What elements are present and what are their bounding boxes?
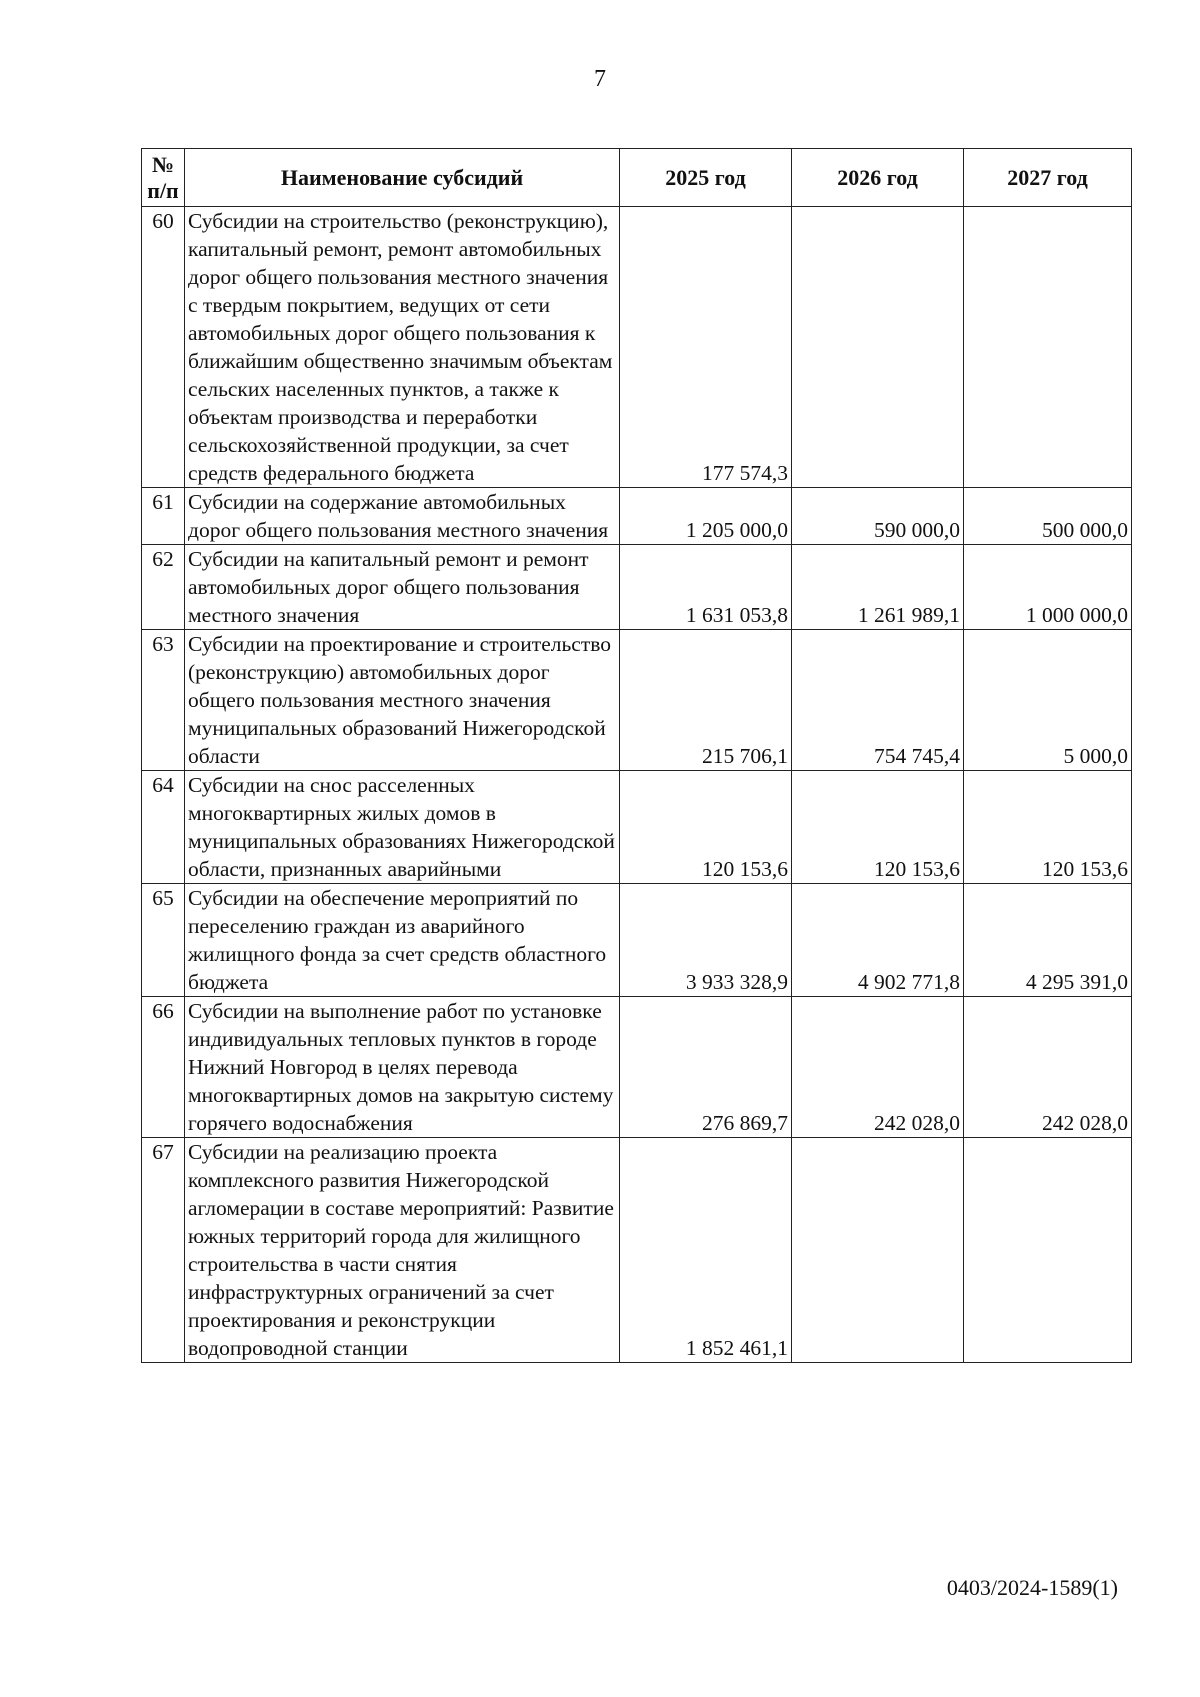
- value-2025: 3 933 328,9: [620, 884, 792, 997]
- table-row: [142, 488, 1132, 545]
- header-name: Наименование субсидий: [185, 149, 620, 207]
- table-row: [142, 1138, 1132, 1363]
- value-2025: 177 574,3: [620, 207, 792, 488]
- value-2025: 276 869,7: [620, 997, 792, 1138]
- value-2027: 4 295 391,0: [964, 884, 1132, 997]
- table-row: [142, 771, 1132, 884]
- header-2026: 2026 год: [792, 149, 964, 207]
- value-2026: 590 000,0: [792, 488, 964, 545]
- value-2027: 1 000 000,0: [964, 545, 1132, 630]
- subsidy-name: Субсидии на содержание автомобильных дорог общего пользования местного значения: [185, 488, 620, 545]
- table-header-row: [142, 149, 1132, 207]
- subsidy-name: Субсидии на проектирование и строительство (реконструкцию) автомобильных дорог общего пользования местного значения муниципальных образований Нижегородской области: [185, 630, 620, 771]
- subsidy-name: Субсидии на строительство (реконструкцию), капитальный ремонт, ремонт автомобильных дорог общего пользования местного значения с твердым покрытием, ведущих от сети автомобильных дорог общего пользования к ближайшим общественно значимым объектам сельских населенных пунктов, а также к объектам производства и переработки сельскохозяйственной продукции, за счет средств федерального бюджета: [185, 207, 620, 488]
- value-2026: 4 902 771,8: [792, 884, 964, 997]
- subsidy-name: Субсидии на реализацию проекта комплексного развития Нижегородской агломерации в составе мероприятий: Развитие южных территорий города для жилищного строительства в части снятия инфраструктурных ограничений за счет проектирования и реконструкции водопроводной станции: [185, 1138, 620, 1363]
- page-number: 7: [594, 66, 606, 92]
- value-2027: 5 000,0: [964, 630, 1132, 771]
- subsidies-table: [141, 148, 1132, 1363]
- row-number: 63: [142, 630, 185, 771]
- value-2026: [792, 1138, 964, 1363]
- table-row: [142, 545, 1132, 630]
- value-2025: 120 153,6: [620, 771, 792, 884]
- row-number: 62: [142, 545, 185, 630]
- table-row: [142, 997, 1132, 1138]
- value-2026: [792, 207, 964, 488]
- subsidy-name: Субсидии на обеспечение мероприятий по переселению граждан из аварийного жилищного фонда за счет средств областного бюджета: [185, 884, 620, 997]
- value-2025: 215 706,1: [620, 630, 792, 771]
- row-number: 64: [142, 771, 185, 884]
- row-number: 67: [142, 1138, 185, 1363]
- header-2027: 2027 год: [964, 149, 1132, 207]
- header-number: [142, 149, 185, 207]
- table-row: [142, 884, 1132, 997]
- value-2025: 1 205 000,0: [620, 488, 792, 545]
- value-2026: 754 745,4: [792, 630, 964, 771]
- value-2026: 242 028,0: [792, 997, 964, 1138]
- row-number: 65: [142, 884, 185, 997]
- value-2027: 500 000,0: [964, 488, 1132, 545]
- row-number: 60: [142, 207, 185, 488]
- header-2025: 2025 год: [620, 149, 792, 207]
- table-row: [142, 630, 1132, 771]
- row-number: 66: [142, 997, 185, 1138]
- value-2027: [964, 207, 1132, 488]
- subsidy-name: Субсидии на выполнение работ по установке индивидуальных тепловых пунктов в городе Нижний Новгород в целях перевода многоквартирных домов на закрытую систему горячего водоснабжения: [185, 997, 620, 1138]
- header-number-line1: №: [151, 151, 175, 177]
- value-2026: 1 261 989,1: [792, 545, 964, 630]
- value-2026: 120 153,6: [792, 771, 964, 884]
- table-row: [142, 207, 1132, 488]
- value-2027: [964, 1138, 1132, 1363]
- document-code: 0403/2024-1589(1): [946, 1575, 1118, 1600]
- value-2027: 242 028,0: [964, 997, 1132, 1138]
- value-2025: 1 852 461,1: [620, 1138, 792, 1363]
- row-number: 61: [142, 488, 185, 545]
- header-number-line2: п/п: [147, 177, 179, 203]
- subsidy-name: Субсидии на капитальный ремонт и ремонт автомобильных дорог общего пользования местного значения: [185, 545, 620, 630]
- value-2025: 1 631 053,8: [620, 545, 792, 630]
- subsidy-name: Субсидии на снос расселенных многоквартирных жилых домов в муниципальных образованиях Нижегородской области, признанных аварийными: [185, 771, 620, 884]
- value-2027: 120 153,6: [964, 771, 1132, 884]
